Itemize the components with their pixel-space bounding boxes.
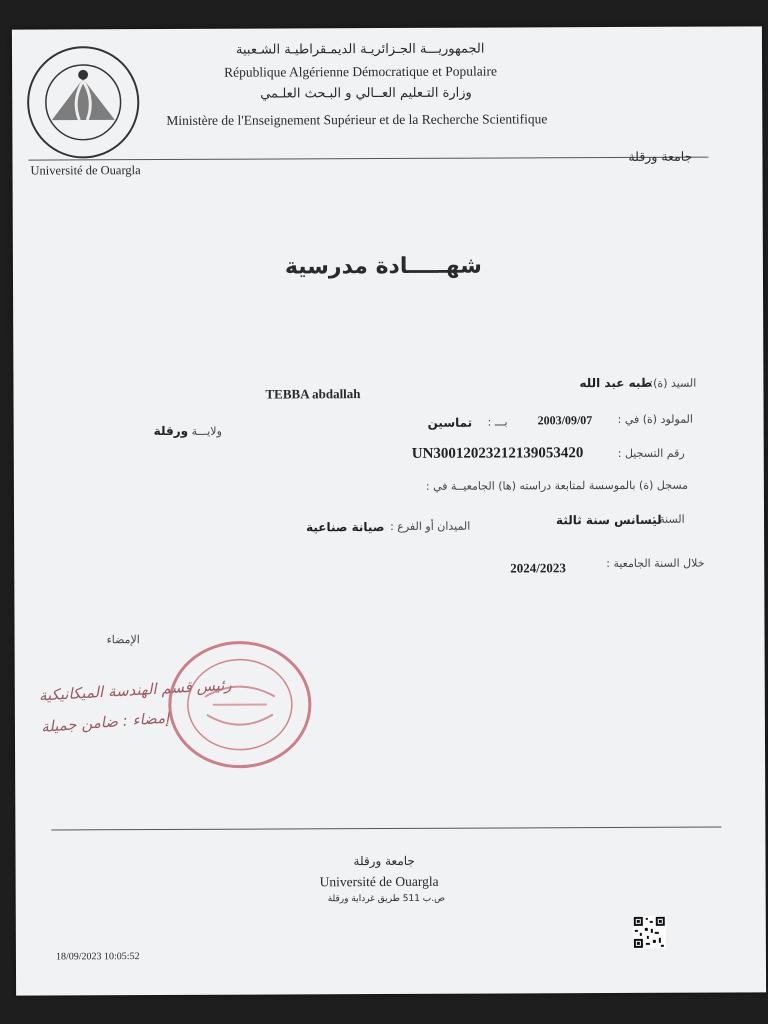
year-label: السنة : (652, 512, 685, 526)
enrolled-text: مسجل (ة) بالموسسة لمتابعة دراسته (ها) الجامعيــة في : (425, 478, 689, 493)
official-stamp (165, 636, 316, 773)
header-ar-republic: الجمهوريـــة الجـزائريـة الديمـقراطيـة الشـعبية (235, 41, 485, 58)
document-title: شهـــــادة مدرسية (284, 253, 482, 280)
academic-label: خلال السنة الجامعية : (606, 556, 705, 571)
footer-univ-ar: جامعة ورقلة (353, 853, 415, 869)
signature-handwritten-2: إمضاء : ضامن جميلة (40, 708, 170, 736)
certificate-page (12, 26, 766, 995)
born-label: المولود (ة) في : (617, 412, 693, 427)
academic-value: 2024/2023 (510, 560, 566, 576)
year-value: ليسانس سنة ثالثة (556, 512, 662, 528)
signature-handwritten-1: رئيس قسم الهندسة الميكانيكية (38, 675, 233, 705)
field-value: صيانة صناعية (306, 520, 385, 535)
born-place: تماسين (427, 415, 473, 430)
university-logo (24, 43, 143, 162)
header-fr-ministry: Ministère de l'Enseignement Supérieur et de la Recherche Scientifique (166, 111, 548, 128)
wilaya-value: ورقلة (153, 423, 189, 439)
reg-label: رقم التسجيل : (617, 446, 685, 461)
footer-timestamp: 18/09/2023 10:05:52 (55, 951, 140, 963)
name-ar-value: طبه عبد الله (579, 375, 653, 391)
footer-divider (51, 827, 721, 831)
born-date: 2003/09/07 (537, 413, 593, 428)
footer-address: ص.ب 511 طريق غرداية ورقلة (327, 893, 446, 905)
field-label: الميدان أو الفرع : (390, 519, 471, 533)
reg-value: UN30012023212139053420 (411, 445, 584, 462)
born-at-label: بـــ : (487, 415, 508, 429)
signature-label: الإمضاء (106, 633, 140, 647)
name-fr-value: TEBBA abdallah (265, 386, 361, 402)
footer-univ-fr: Université de Ouargla (319, 873, 439, 890)
name-label: السيد (ة): (649, 376, 697, 390)
qr-code (633, 916, 666, 949)
wilaya-label: ولايـــة (191, 424, 222, 438)
header-ar-ministry: وزارة التـعليم العــالي و البـحث العلـمي (260, 85, 472, 102)
header-univ-fr: Université de Ouargla (30, 163, 141, 178)
header-fr-republic: République Algérienne Démocratique et Populaire (224, 63, 498, 80)
header-univ-ar: جامعة ورقلة (628, 148, 693, 164)
